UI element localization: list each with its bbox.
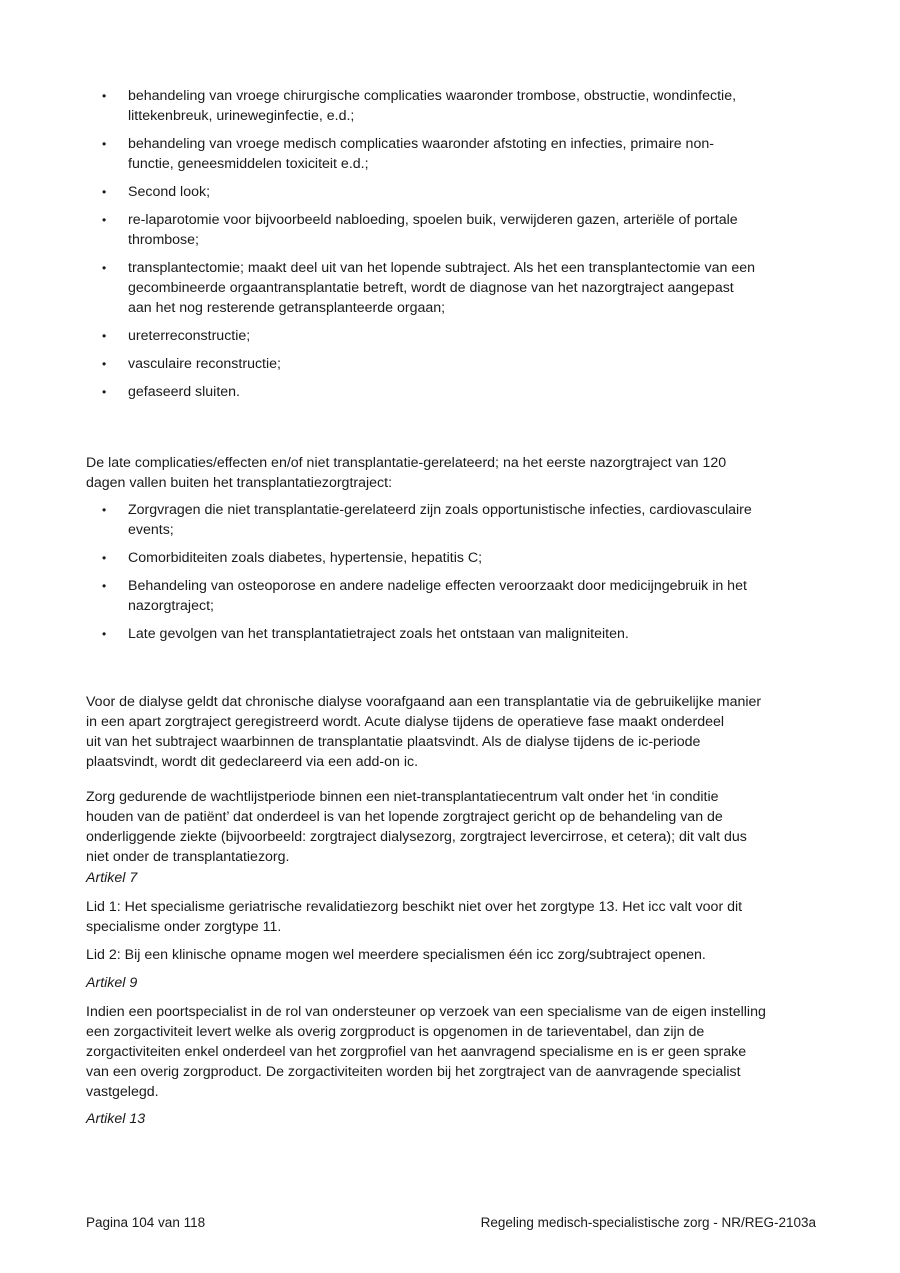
early-complications-list bbox=[86, 86, 816, 402]
bullet-icon: • bbox=[102, 213, 107, 227]
late-complications-intro: De late complicaties/effecten en/of niet transplantatie-gerelateerd; na het eerste nazorgtraject van 120 dagen vallen buiten het transplantatiezorgtraject: bbox=[86, 455, 727, 491]
bullet-icon: • bbox=[102, 329, 107, 343]
list-item: • Late gevolgen van het transplantatietraject zoals het ontstaan van maligniteiten. bbox=[102, 626, 629, 642]
bullet-icon: • bbox=[102, 137, 107, 151]
list-item: • behandeling van vroege medisch complicaties waaronder afstoting en infecties, primaire non- functie, geneesmiddelen toxiciteit e.d.; bbox=[102, 136, 714, 172]
bullet-icon: • bbox=[102, 261, 107, 275]
list-item: • Comorbiditeiten zoals diabetes, hypertensie, hepatitis C; bbox=[102, 550, 483, 566]
bullet-icon: • bbox=[102, 89, 107, 103]
list-item: • gefaseerd sluiten. bbox=[102, 384, 240, 400]
list-item: • transplantectomie; maakt deel uit van het lopende subtraject. Als het een transplantectomie van een gecombineerde orgaantransplantatie betreft, wordt de diagnose van het nazorgtraject aangepast aan het nog resterende getransplanteerde orgaan; bbox=[102, 260, 755, 316]
list-item: • ureterreconstructie; bbox=[102, 328, 251, 344]
bullet-icon: • bbox=[102, 551, 107, 565]
bullet-icon: • bbox=[102, 357, 107, 371]
page-footer bbox=[86, 1213, 816, 1233]
document-title: Regeling medisch-specialistische zorg - NR/REG-2103a bbox=[480, 1215, 816, 1230]
list-item: • behandeling van vroege chirurgische complicaties waaronder trombose, obstructie, wondinfectie, littekenbreuk, urineweginfectie, e.d.; bbox=[102, 88, 737, 124]
page-number: Pagina 104 van 118 bbox=[86, 1215, 206, 1230]
bullet-icon: • bbox=[102, 385, 107, 399]
list-item: • Zorgvragen die niet transplantatie-gerelateerd zijn zoals opportunistische infecties, cardiovasculaire events; bbox=[102, 502, 752, 538]
list-item: • re-laparotomie voor bijvoorbeeld nabloeding, spoelen buik, verwijderen gazen, arteriële of portale thrombose; bbox=[102, 212, 738, 248]
list-item: • Behandeling van osteoporose en andere nadelige effecten veroorzaakt door medicijngebruik in het nazorgtraject; bbox=[102, 578, 747, 614]
bullet-icon: • bbox=[102, 627, 107, 641]
list-item: • Second look; bbox=[102, 184, 211, 200]
bullet-icon: • bbox=[102, 503, 107, 517]
lid-2-paragraph: Lid 2: Bij een klinische opname mogen wel meerdere specialismen één icc zorg/subtraject openen. bbox=[86, 947, 706, 963]
lid-1-paragraph: Lid 1: Het specialisme geriatrische revalidatiezorg beschikt niet over het zorgtype 13. Het icc valt voor dit specialisme onder zorgtype 11. bbox=[86, 899, 743, 935]
list-item: • vasculaire reconstructie; bbox=[102, 356, 281, 372]
bullet-icon: • bbox=[102, 579, 107, 593]
artikel-9-heading: Artikel 9 bbox=[86, 975, 138, 991]
artikel-13-heading: Artikel 13 bbox=[86, 1111, 146, 1127]
artikel-7-heading: Artikel 7 bbox=[86, 870, 138, 886]
bullet-icon: • bbox=[102, 185, 107, 199]
wachtlijst-paragraph: Zorg gedurende de wachtlijstperiode binnen een niet-transplantatiecentrum valt onder het ‘in conditie houden van de patiënt’ dat onderdeel is van het lopende zorgtraject gericht op de behandeling van de onderliggende ziekte (bijvoorbeeld: zorgtraject dialysezorg, zorgtraject levercirrose, et cetera); dit valt dus niet onder de transplantatiezorg. bbox=[86, 789, 747, 865]
dialyse-paragraph: Voor de dialyse geldt dat chronische dialyse voorafgaand aan een transplantatie via de gebruikelijke manier in een apart zorgtraject geregistreerd wordt. Acute dialyse tijdens de operatieve fase maakt onderdeel uit van het subtraject waarbinnen de transplantatie plaatsvindt. Als de dialyse tijdens de ic-periode plaatsvindt, wordt dit gedeclareerd via een add-on ic. bbox=[86, 694, 762, 770]
poortspecialist-paragraph: Indien een poortspecialist in de rol van ondersteuner op verzoek van een specialisme van de eigen instelling een zorgactiviteit levert welke als overig zorgproduct is opgenomen in de tarieventabel, dan zijn de zorgactiviteiten enkel onderdeel van het zorgprofiel van het aanvragend specialisme en is er geen sprake van een overig zorgproduct. De zorgactiviteiten worden bij het zorgtraject van de aanvragende specialist vastgelegd. bbox=[86, 1004, 766, 1100]
late-complications-list bbox=[86, 500, 816, 644]
